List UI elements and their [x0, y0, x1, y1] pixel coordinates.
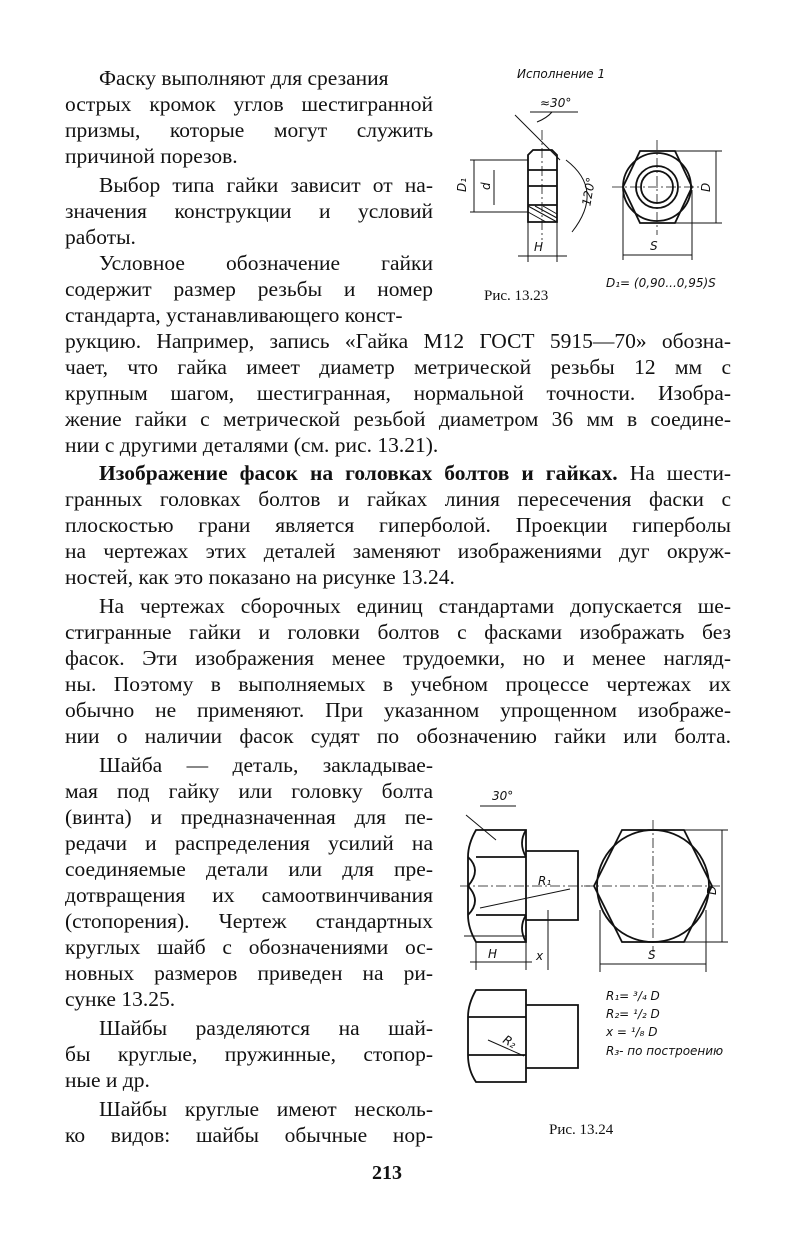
text-line: работы. [65, 225, 136, 249]
text-line: На чертежах сборочных единиц стандартами допускается ше- [99, 594, 731, 618]
fig1-label-D1: D₁ [455, 177, 469, 192]
text-line: Шайбы разделяются на шай- [99, 1016, 433, 1040]
fig2-label-S: S [648, 948, 656, 962]
text-line: сунке 13.25. [65, 987, 176, 1011]
text-line: гранных головках болтов и гайках линия пересечения фаски с [65, 487, 731, 511]
fig2-label-D: D [705, 885, 719, 895]
fig1-label-d: d [479, 182, 493, 190]
section-heading: Изображение фасок на головках болтов и гайках. [99, 461, 618, 485]
text-line: чает, что гайка имеет диаметр метрической резьбы 12 мм с [65, 355, 731, 379]
text-line: Шайба — деталь, закладывае- [99, 753, 433, 777]
text-line: крупным шагом, шестигранная, нормальной точности. Изобра- [65, 381, 731, 405]
text-line: рукцию. Например, запись «Гайка М12 ГОСТ 5915—70» обозна- [65, 329, 731, 353]
text-line: ностей, как это показано на рисунке 13.24. [65, 565, 455, 589]
fig2-note: R₃- по построению [606, 1044, 724, 1058]
text-line: плоскостью грани является гиперболой. Проекции гиперболы [65, 513, 731, 537]
fig2-label-R2: R₂ [500, 1032, 519, 1052]
text-line: причиной порезов. [65, 144, 238, 168]
fig2-note: x = ¹/₈ D [606, 1025, 658, 1039]
fig1-angle-label: ≈30° [540, 96, 572, 110]
text-line: фасок. Эти изображения менее трудоемки, но и менее нагляд- [65, 646, 731, 670]
bolt-head-end-view [584, 820, 728, 972]
text-line: ны. Поэтому в выполняемых в учебном процессе чертежах их [65, 672, 731, 696]
fig2-label-R1: R₁ [538, 874, 552, 888]
text-line: соединяемые детали или для пре- [65, 857, 433, 881]
text-line: Шайбы круглые имеют несколь- [99, 1097, 433, 1121]
text-line: стандарта, устанавливающего конст- [65, 303, 403, 327]
fig2-label-x: x [536, 949, 544, 963]
text-line: ко видов: шайбы обычные нор- [65, 1123, 433, 1147]
fig1-caption: Рис. 13.23 [484, 288, 549, 304]
fig2-note: R₁= ³/₄ D [606, 989, 660, 1003]
text-line: острых кромок углов шестигранной [65, 92, 433, 116]
page-number: 213 [372, 1162, 402, 1184]
fig1-label-D: D [699, 182, 713, 192]
text-line: круглых шайб с обозначениями ос- [65, 935, 433, 959]
fig2-note: R₂= ¹/₂ D [606, 1007, 660, 1021]
bolt-head-side-view [460, 830, 590, 970]
text-line: жение гайки с метрической резьбой диаметром 36 мм в соедине- [65, 407, 731, 431]
text-line: мая под гайку или головку болта [65, 779, 433, 803]
text-line: на чертежах этих деталей заменяют изображениями дуг окруж- [65, 539, 731, 563]
heading-continuation: На шести- [629, 461, 732, 485]
fig1-label-H: H [534, 240, 544, 254]
text-line: значения конструкции и условий [65, 199, 433, 223]
text-line: содержит размер резьбы и номер [65, 277, 433, 301]
text-line: (винта) и предназначенная для пе- [65, 805, 433, 829]
text-line: (стопорения). Чертеж стандартных [65, 909, 433, 933]
text-line: дотвращения их самоотвинчивания [65, 883, 433, 907]
text-line: Выбор типа гайки зависит от на- [99, 173, 433, 197]
fig1-title: Исполнение 1 [517, 67, 606, 81]
text-line: новных размеров приведен на ри- [65, 961, 433, 985]
text-line: ные и др. [65, 1068, 150, 1092]
fig2-caption: Рис. 13.24 [549, 1122, 614, 1138]
bolt-head-lower-view [468, 990, 578, 1082]
text-line: обычно не применяют. При указанном упрощенном изображе- [65, 698, 731, 722]
text-line: бы круглые, пружинные, стопор- [65, 1042, 433, 1066]
text-line: редачи и распределения усилий на [65, 831, 433, 855]
text-line: нии с другими деталями (см. рис. 13.21). [65, 433, 439, 457]
text-line: Условное обозначение гайки [99, 251, 433, 275]
fig2-label-H: H [488, 947, 498, 961]
text-line: Фаску выполняют для срезания [99, 66, 389, 90]
text-line: призмы, которые могут служить [65, 118, 433, 142]
fig2-angle-label: 30° [492, 789, 514, 803]
text-line: нии о наличии фасок судят по обозначению гайки или болта. [65, 724, 731, 748]
text-line: стигранные гайки и головки болтов с фасками изображать без [65, 620, 731, 644]
fig1-formula: D₁= (0,90...0,95)S [606, 276, 716, 290]
fig1-label-120: 120° [579, 176, 599, 208]
fig1-label-S: S [650, 239, 658, 253]
